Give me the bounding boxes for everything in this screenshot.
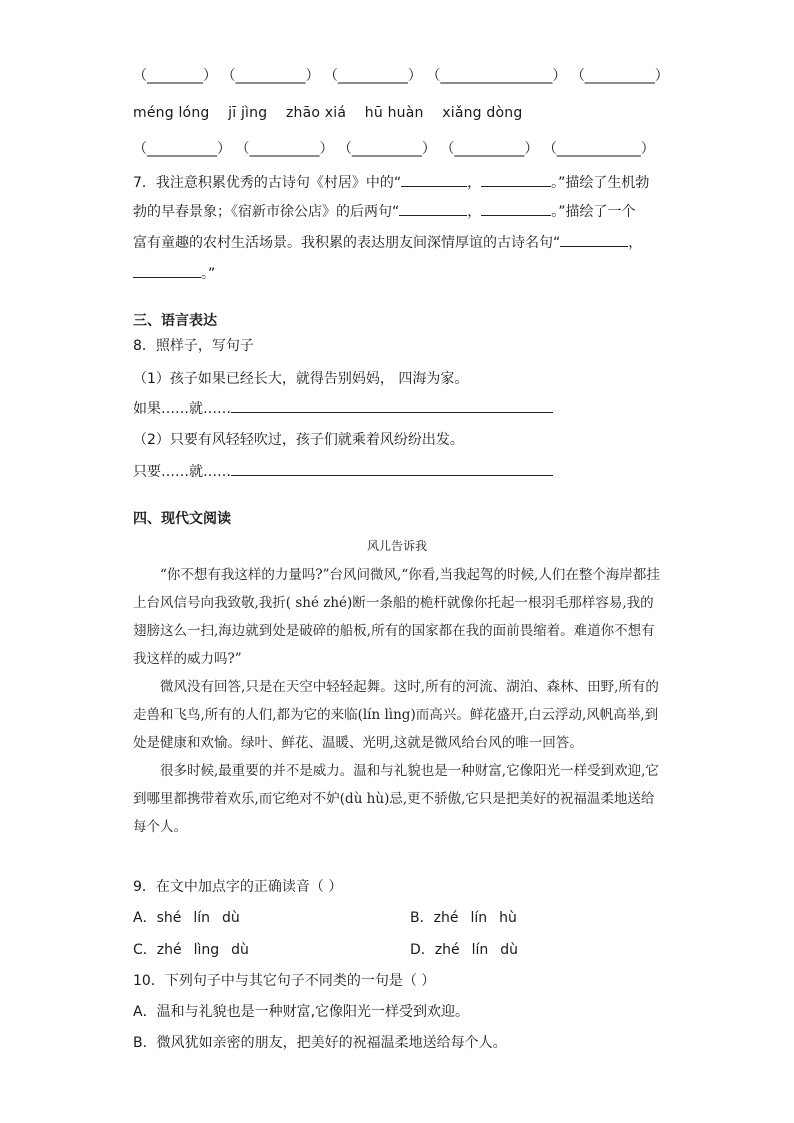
fill-blank[interactable] — [560, 232, 628, 247]
pinyin-word: méng lóng — [133, 105, 210, 121]
q7-text: 富有童趣的农村生活场景。我积累的表达朋友间深情厚谊的古诗名句“ — [133, 235, 561, 251]
option-a[interactable] — [133, 908, 410, 928]
option-pinyin: zhé — [156, 942, 182, 958]
passage-paragraph: 很多时候,最重要的并不是威力。温和与礼貌也是一种财富,它像阳光一样受到欢迎,它到哪里都携带着欢乐,而它绝对不妒(dù hù)忌,更不骄傲,它只是把美好的祝福温柔地送给每个人。 — [133, 763, 659, 835]
pinyin-row — [133, 103, 536, 123]
answer-bracket[interactable]: （__________） — [221, 68, 320, 84]
option-pinyin: lìng — [193, 942, 220, 958]
option-pinyin: dù — [500, 942, 519, 958]
option-pinyin: dù — [231, 942, 249, 958]
option-label: A． — [133, 910, 157, 926]
option-pinyin: zhé — [433, 910, 459, 926]
q7-line-1 — [133, 172, 649, 193]
option-d[interactable] — [410, 940, 687, 960]
answer-bracket[interactable]: （__________） — [440, 141, 539, 157]
answer-line[interactable] — [231, 461, 553, 476]
pinyin-word: hū huàn — [364, 105, 424, 121]
q8-stem: 8．照样子，写句子 — [133, 338, 254, 354]
fill-blank[interactable] — [481, 172, 551, 187]
option-pinyin: dù — [222, 910, 240, 926]
q8-example-2: （2）只要有风轻轻吹过，孩子们就乘着风纷纷出发。 — [133, 432, 464, 448]
q7-line-3 — [133, 232, 642, 253]
q9-options-row-2 — [133, 940, 687, 960]
q10-option-b[interactable]: B．微风犹如亲密的朋友，把美好的祝福温柔地送给每个人。 — [133, 1035, 507, 1051]
pinyin-word: zhāo xiá — [285, 105, 347, 121]
fill-blank[interactable] — [399, 201, 467, 216]
option-label: C． — [133, 942, 157, 958]
q8-prefix: 只要……就…… — [133, 464, 231, 480]
q7-line-4 — [133, 263, 215, 284]
option-b[interactable] — [410, 908, 687, 928]
answer-bracket[interactable]: （________________） — [426, 68, 567, 84]
q7-text: 。”描绘了一个 — [551, 204, 636, 220]
q7-line-2 — [133, 201, 636, 222]
fill-blank[interactable] — [481, 201, 551, 216]
section-3-heading: 三、语言表达 — [133, 313, 217, 329]
option-pinyin: lín — [470, 910, 488, 926]
option-pinyin: hù — [499, 910, 517, 926]
section-4-heading: 四、现代文阅读 — [133, 511, 231, 527]
option-pinyin: lín — [193, 910, 211, 926]
answer-brackets-row-2 — [133, 139, 655, 159]
q8-example-1: （1）孩子如果已经长大，就得告别妈妈， 四海为家。 — [133, 371, 469, 387]
answer-bracket[interactable]: （__________） — [133, 141, 231, 157]
option-pinyin: lín — [471, 942, 489, 958]
q7-text: ， — [467, 204, 482, 220]
pinyin-word: jī jìng — [228, 105, 268, 121]
q7-text: 7．我注意积累优秀的古诗句《村居》中的“ — [133, 175, 402, 191]
answer-brackets-row-1 — [133, 66, 669, 86]
option-label: D． — [410, 942, 435, 958]
passage-title: 风儿告诉我 — [366, 539, 427, 553]
q9-options-row-1 — [133, 908, 687, 928]
option-label: B． — [410, 910, 434, 926]
answer-bracket[interactable]: （__________） — [235, 141, 334, 157]
q7-text: 勃的早春景象；《宿新市徐公店》的后两句“ — [133, 204, 400, 220]
passage-paragraph: 微风没有回答,只是在天空中轻轻起舞。这时,所有的河流、湖泊、森林、田野,所有的走兽和飞鸟,所有的人们,都为它的来临(lín lìng)而高兴。鲜花盛开,白云浮动,风帆高举,到处是健康和欢愉。绿叶、鲜花、温暖、光明,这就是微风给台风的唯一回答。 — [133, 679, 659, 751]
passage-paragraph: “你不想有我这样的力量吗?”台风问微风,“你看,当我起驾的时候,人们在整个海岸都挂上台风信号向我致敬,我折( shé zhé)断一条船的桅杆就像你托起一根羽毛那样容易,我的翅膀这么一扫,海边就到处是破碎的船板,所有的国家都在我的面前畏缩着。难道你不想有我这样的威力吗?” — [133, 567, 660, 667]
q7-text: ， — [467, 175, 482, 191]
q7-text: 。”描绘了生机勃 — [551, 175, 650, 191]
q10-option-a[interactable]: A．温和与礼貌也是一种财富,它像阳光一样受到欢迎。 — [133, 1004, 470, 1020]
q10-stem: 10．下列句子中与其它句子不同类的一句是（ ） — [133, 973, 436, 989]
q8-answer-line-1 — [133, 398, 553, 419]
option-c[interactable] — [133, 940, 410, 960]
option-pinyin: shé — [156, 910, 182, 926]
answer-bracket[interactable]: （____________） — [542, 141, 655, 157]
answer-bracket[interactable]: （__________） — [570, 68, 669, 84]
answer-bracket[interactable]: （__________） — [337, 141, 436, 157]
option-pinyin: zhé — [434, 942, 460, 958]
answer-bracket[interactable]: （________） — [133, 68, 217, 84]
q7-text: 。” — [201, 266, 216, 282]
fill-blank[interactable] — [133, 263, 201, 278]
answer-line[interactable] — [231, 398, 553, 413]
fill-blank[interactable] — [401, 172, 467, 187]
reading-passage — [133, 561, 663, 841]
q8-answer-line-2 — [133, 461, 553, 482]
q8-prefix: 如果……就…… — [133, 401, 231, 417]
q7-text: ， — [628, 235, 643, 251]
q9-stem: 9．在文中加点字的正确读音（ ） — [133, 879, 343, 895]
pinyin-word: xiǎng dòng — [442, 105, 523, 121]
answer-bracket[interactable]: （__________） — [323, 68, 422, 84]
